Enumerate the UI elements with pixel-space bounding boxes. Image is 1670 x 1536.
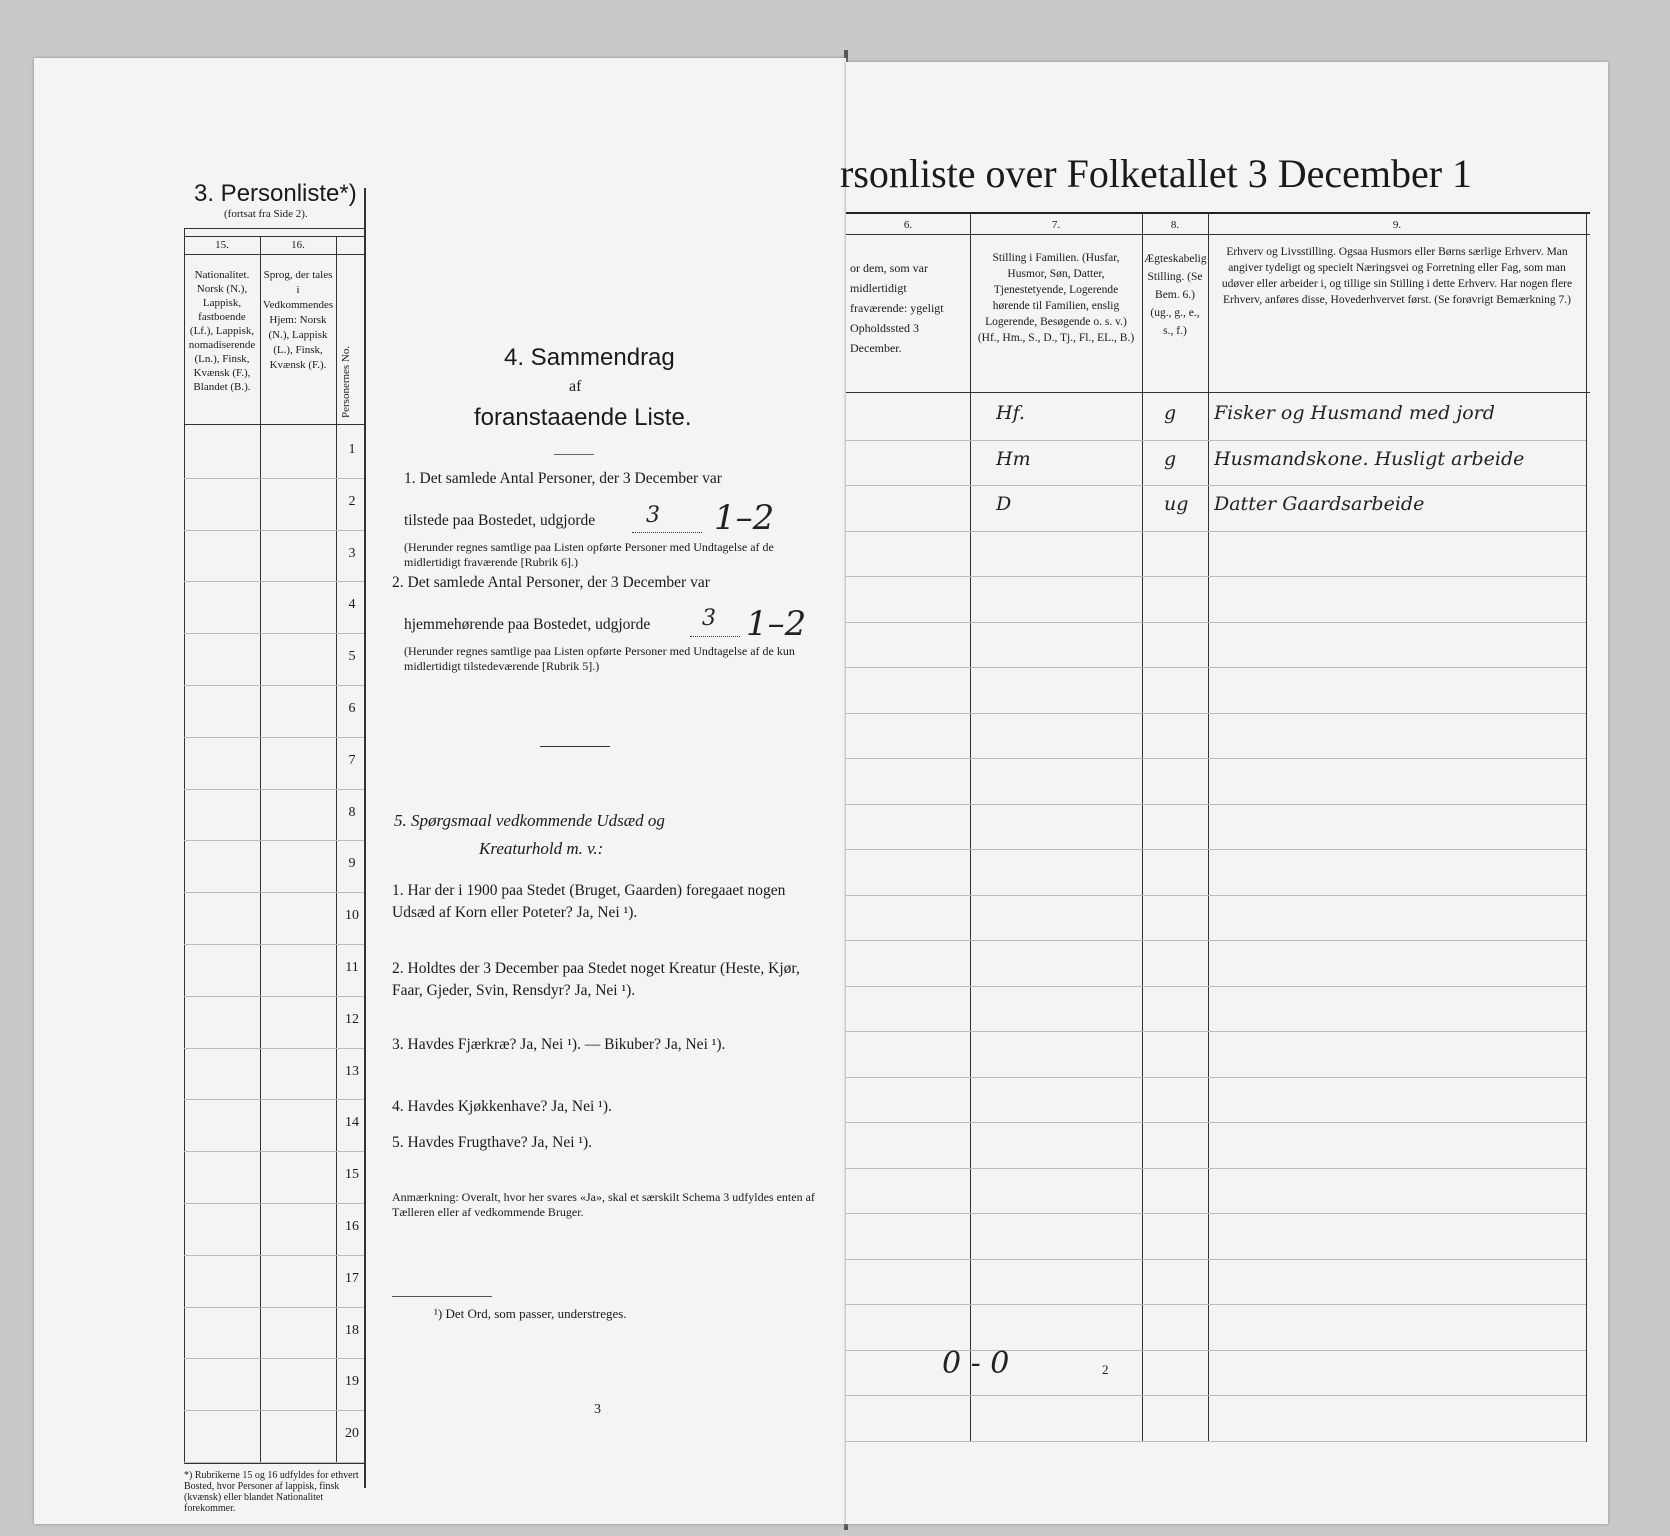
row-line — [184, 1410, 364, 1411]
table-border-right — [364, 188, 366, 1488]
row-line — [184, 1203, 364, 1204]
section4-af: af — [569, 378, 582, 395]
row-number: 10 — [345, 908, 359, 924]
row-number: 17 — [345, 1270, 359, 1286]
row-line — [184, 1307, 364, 1308]
row-line — [184, 789, 364, 790]
row-line — [184, 1358, 364, 1359]
col6-header: or dem, som var midlertidigt fraværende: ygeligt Opholdssted 3 December. — [850, 261, 944, 355]
s5-question-4: 4. Havdes Kjøkkenhave? Ja, Nei ¹). — [392, 1098, 612, 1115]
row-number: 1 — [348, 442, 356, 457]
row-number: 12 — [345, 1011, 359, 1027]
col16-number: 16. — [291, 239, 305, 251]
section5-title: 5. Spørgsmaal vedkommende Udsæd og — [394, 811, 665, 830]
row-line — [184, 996, 364, 997]
row-number: 5 — [348, 649, 356, 665]
row-number: 3 — [348, 545, 356, 561]
row-number: 18 — [345, 1322, 359, 1338]
col-divider — [336, 236, 337, 1463]
row-line — [184, 1255, 364, 1256]
row-number: 19 — [345, 1374, 359, 1390]
q2-value: 3 — [702, 606, 716, 631]
row-number: 7 — [348, 752, 356, 768]
occupation-cell: Husmandskone. Husligt arbeide — [1214, 447, 1525, 470]
family-position-cell: Hm — [996, 447, 1031, 470]
left-page — [34, 58, 846, 1524]
right-page — [840, 62, 1608, 1524]
col-divider — [970, 212, 971, 1442]
col15-number: 15. — [215, 239, 229, 251]
row-line — [184, 1151, 364, 1152]
occupation-cell: Datter Gaardsarbeide — [1214, 493, 1425, 515]
table-border-left — [184, 228, 185, 1463]
row-line — [184, 1048, 364, 1049]
row-line — [184, 840, 364, 841]
row-line — [846, 622, 1586, 623]
row-line — [846, 713, 1586, 714]
row-line — [846, 440, 1586, 441]
bottom-handwritten: 0 - 0 — [942, 1346, 1010, 1381]
row-number: 16 — [345, 1219, 359, 1234]
q2-note: (Herunder regnes samtlige paa Listen opførte Personer med Undtagelse af de kun midlertidigt tilstedeværende [Rubrik 5].) — [404, 644, 795, 673]
row-line — [184, 685, 364, 686]
row-line — [846, 576, 1586, 577]
s5-question-5: 5. Havdes Frugthave? Ja, Nei ¹). — [392, 1134, 593, 1151]
row-line — [846, 986, 1586, 987]
row-line — [184, 944, 364, 945]
row-line — [846, 1259, 1586, 1260]
divider — [554, 454, 594, 455]
marital-status-cell: ug — [1164, 493, 1189, 515]
row-line — [846, 895, 1586, 896]
row-line — [846, 1441, 1586, 1442]
row-line — [846, 485, 1586, 486]
footnote-star: *) Rubrikerne 15 og 16 udfyldes for ethvert Bosted, hvor Personer af lappisk, finsk (kvænsk) eller blandet Nationalitet forekommer. — [184, 1470, 359, 1514]
row-number: 11 — [345, 960, 359, 975]
row-line — [846, 667, 1586, 668]
row-number: 14 — [345, 1115, 359, 1131]
title-rule — [846, 212, 1590, 214]
row-line — [184, 737, 364, 738]
occupation-cell: Fisker og Husmand med jord — [1214, 402, 1495, 424]
page-number-left: 3 — [594, 1402, 601, 1417]
col-divider — [260, 236, 261, 1463]
marital-status-cell: g — [1164, 447, 1177, 470]
row-line — [184, 530, 364, 531]
row-line — [184, 633, 364, 634]
footnote-1: ¹) Det Ord, som passer, understreges. — [434, 1306, 627, 1321]
marital-status-cell: g — [1164, 402, 1177, 424]
row-number: 20 — [345, 1426, 359, 1442]
row-number: 4 — [348, 597, 356, 613]
row-line — [846, 1122, 1586, 1123]
family-position-cell: D — [996, 493, 1012, 515]
row-number: 2 — [348, 493, 356, 509]
row-number: 8 — [348, 804, 356, 820]
row-line — [846, 531, 1586, 532]
col7-header: Stilling i Familien. (Husfar, Husmor, Søn, Datter, Tjenestetyende, Logerende hørende til Familien, enslig Logerende, Besøgende o. s. v.) (Hf., Hm., S., D., Tj., Fl., EL., B.) — [977, 252, 1135, 344]
section3-subtitle: (fortsat fra Side 2). — [224, 208, 308, 220]
q2-handwritten: 1–2 — [746, 604, 807, 644]
anmerkning: Anmærkning: Overalt, hvor her svares «Ja», skal et særskilt Schema 3 udfyldes enten af Tælleren eller af vedkommende Bruger. — [392, 1190, 815, 1219]
col8-header: Ægteskabelig Stilling. (Se Bem. 6.) (ug., g., e., s., f.) — [1144, 253, 1207, 337]
row-number: 9 — [348, 856, 356, 872]
row-line — [184, 892, 364, 893]
col9-number: 9. — [1392, 219, 1402, 231]
row-line — [846, 849, 1586, 850]
col8-number: 8. — [1170, 219, 1180, 231]
family-position-cell: Hf. — [996, 402, 1025, 424]
row-line — [846, 804, 1586, 805]
row-line — [184, 478, 364, 479]
row-line — [846, 758, 1586, 759]
section4-title: 4. Sammendrag — [504, 344, 675, 371]
row-line — [184, 1099, 364, 1100]
row-number: 6 — [348, 701, 356, 716]
q2-line-b: hjemmehørende paa Bostedet, udgjorde — [404, 616, 651, 633]
col-divider — [1208, 212, 1209, 1442]
q1-line-a: 1. Det samlede Antal Personer, der 3 December var — [404, 470, 722, 487]
col-divider — [1142, 212, 1143, 1442]
row-line — [184, 581, 364, 582]
row-number: 13 — [345, 1063, 359, 1079]
form-title: rsonliste over Folketallet 3 December 1 — [840, 151, 1473, 196]
row-line — [846, 1031, 1586, 1032]
row-line — [846, 1213, 1586, 1214]
row-number: 15 — [345, 1167, 359, 1183]
header-line — [184, 236, 364, 237]
header-line — [184, 424, 364, 425]
row-line — [846, 1395, 1586, 1396]
table-bottom — [184, 1463, 364, 1464]
q2-line-a: 2. Det samlede Antal Personer, der 3 December var — [392, 574, 710, 591]
row-line — [846, 940, 1586, 941]
section3-title: 3. Personliste*) — [194, 180, 357, 207]
col6-number: 6. — [903, 219, 913, 231]
section5-subtitle: Kreaturhold m. v.: — [479, 839, 604, 858]
q1-value: 3 — [646, 503, 660, 528]
col15-header: Nationalitet. Norsk (N.), Lappisk, fastboende (Lf.), Lappisk, nomadiserende (Ln.), Finsk, Kvænsk (F.), Blandet (B.). — [188, 269, 256, 393]
row-line — [184, 1462, 364, 1463]
col7-number: 7. — [1051, 219, 1061, 231]
header-line — [846, 392, 1590, 393]
header-line — [846, 234, 1590, 235]
header-line — [184, 228, 364, 229]
person-no-header: Personernes No. — [340, 345, 352, 418]
q1-line-b: tilstede paa Bostedet, udgjorde — [404, 512, 596, 529]
page-number-right: 2 — [1102, 1362, 1109, 1377]
divider — [540, 746, 610, 747]
row-line — [846, 1168, 1586, 1169]
col16-header: Sprog, der tales i Vedkommendes Hjem: Norsk (N.), Lappisk (L.), Finsk, Kvænsk (F.). — [262, 269, 334, 371]
q1-dotted-line — [632, 518, 702, 533]
s5-question-1: 1. Har der i 1900 paa Stedet (Bruget, Gaarden) foregaaet nogen Udsæd af Korn eller Poteter? Ja, Nei ¹). — [392, 882, 786, 921]
section4-subtitle: foranstaaende Liste. — [474, 404, 692, 431]
s5-question-2: 2. Holdtes der 3 December paa Stedet noget Kreatur (Heste, Kjør, Faar, Gjeder, Svin, Rensdyr? Ja, Nei ¹). — [392, 960, 800, 999]
row-line — [846, 1304, 1586, 1305]
q1-handwritten: 1–2 — [714, 498, 775, 538]
header-line — [184, 254, 364, 255]
footnote-rule — [392, 1296, 492, 1297]
col-divider — [1586, 212, 1587, 1442]
s5-question-3: 3. Havdes Fjærkræ? Ja, Nei ¹). — Bikuber? Ja, Nei ¹). — [392, 1036, 726, 1053]
q1-note: (Herunder regnes samtlige paa Listen opførte Personer med Undtagelse af de midlertidigt fraværende [Rubrik 6].) — [404, 540, 774, 569]
row-line — [846, 1077, 1586, 1078]
col9-header: Erhverv og Livsstilling. Ogsaa Husmors eller Børns særlige Erhverv. Man angiver tydeligt og specielt Næringsvei og Forretning eller Fag, som man udøver eller arbeider i, og tillige sin Stilling i dette Erhverv. Har nogen flere Erhverv, anføres disse, Hovederhvervet først. (Se forøvrigt Bemærkning 7.) — [1221, 246, 1573, 306]
